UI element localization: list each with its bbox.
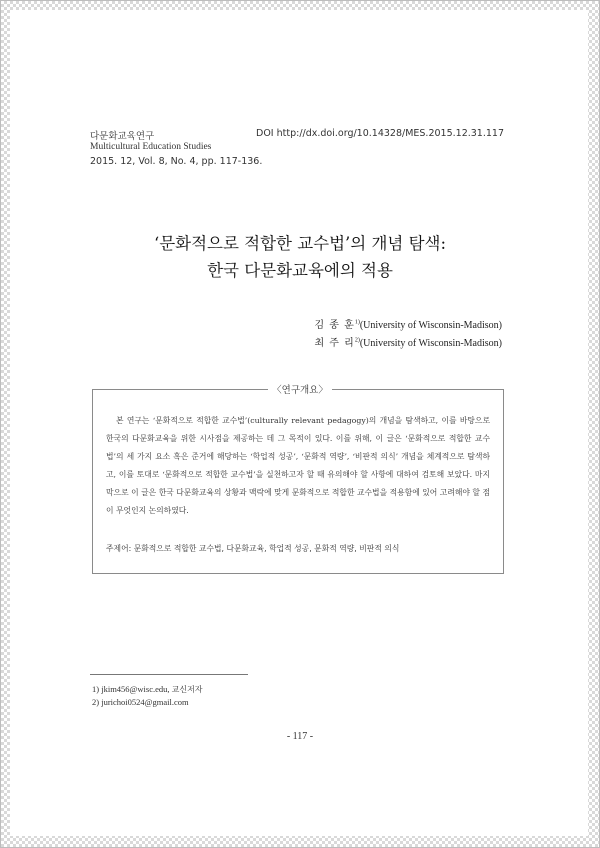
footnote-1-role: 교신저자	[171, 685, 203, 694]
footnote-1-number: 1)	[92, 684, 100, 694]
abstract-label	[0, 382, 600, 396]
footnote-divider	[90, 674, 248, 675]
abstract-body: 본 연구는 ‘문화적으로 적합한 교수법’(culturally relevant pedagogy)의 개념을 탐색하고, 이를 바탕으로 한국의 다문화교육을 위한 시사점을 제공하는 데 그 목적이 있다. 이를 위해, 이 글은 ‘문화적으로 적합한 교수법’의 세 가지 요소 혹은 준거에 해당하는 ‘학업적 성공’, ‘문화적 역량’, ‘비판적 의식’ 개념을 체계적으로 탐색하고, 이를 토대로 ‘문화적으로 적합한 교수법’을 실천하고자 할 때 유의해야 할 사항에 대하여 검토해 보았다. 마지막으로 이 글은 한국 다문화교육의 상황과 맥락에 맞게 문화적으로 적합한 교수법을 적용함에 있어 고려해야 할 점이 무엇인지 논의하였다.	[106, 416, 490, 515]
page-number: - 117 -	[286, 731, 314, 742]
title-line-2: 한국 다문화교육에의 적용	[207, 261, 393, 280]
author-1	[314, 316, 502, 331]
footnote-1-email[interactable]: jkim456@wisc.edu,	[101, 684, 170, 694]
author-2-name: 최 주 리	[314, 338, 355, 349]
author-1-affiliation: (University of Wisconsin-Madison)	[359, 320, 502, 331]
paper-title	[90, 230, 510, 284]
journal-name-english: Multicultural Education Studies	[90, 142, 212, 152]
issue-info: 2015. 12, Vol. 8, No. 4, pp. 117-136.	[90, 156, 263, 167]
keywords: 주제어: 문화적으로 적합한 교수법, 다문화교육, 학업적 성공, 문화적 역량, 비판적 의식	[106, 544, 400, 553]
doi-link[interactable]: DOI http://dx.doi.org/10.14328/MES.2015.12.31.117	[256, 128, 504, 139]
footnote-2-email[interactable]: jurichoi0524@gmail.com	[101, 697, 189, 707]
title-line-1: ‘문화적으로 적합한 교수법’의 개념 탐색:	[153, 234, 447, 253]
author-1-name: 김 종 훈	[314, 320, 355, 331]
journal-name-korean: 다문화교육연구	[90, 131, 155, 142]
author-2-footnote-mark: 2)	[354, 337, 360, 344]
footnote-2	[92, 697, 189, 707]
author-2-affiliation: (University of Wisconsin-Madison)	[359, 338, 502, 349]
author-1-footnote-mark: 1)	[354, 319, 360, 326]
author-2	[314, 334, 502, 349]
footnote-1	[92, 684, 203, 695]
abstract-label-text: 〈연구개요〉	[268, 385, 332, 396]
footnote-2-number: 2)	[92, 697, 100, 707]
